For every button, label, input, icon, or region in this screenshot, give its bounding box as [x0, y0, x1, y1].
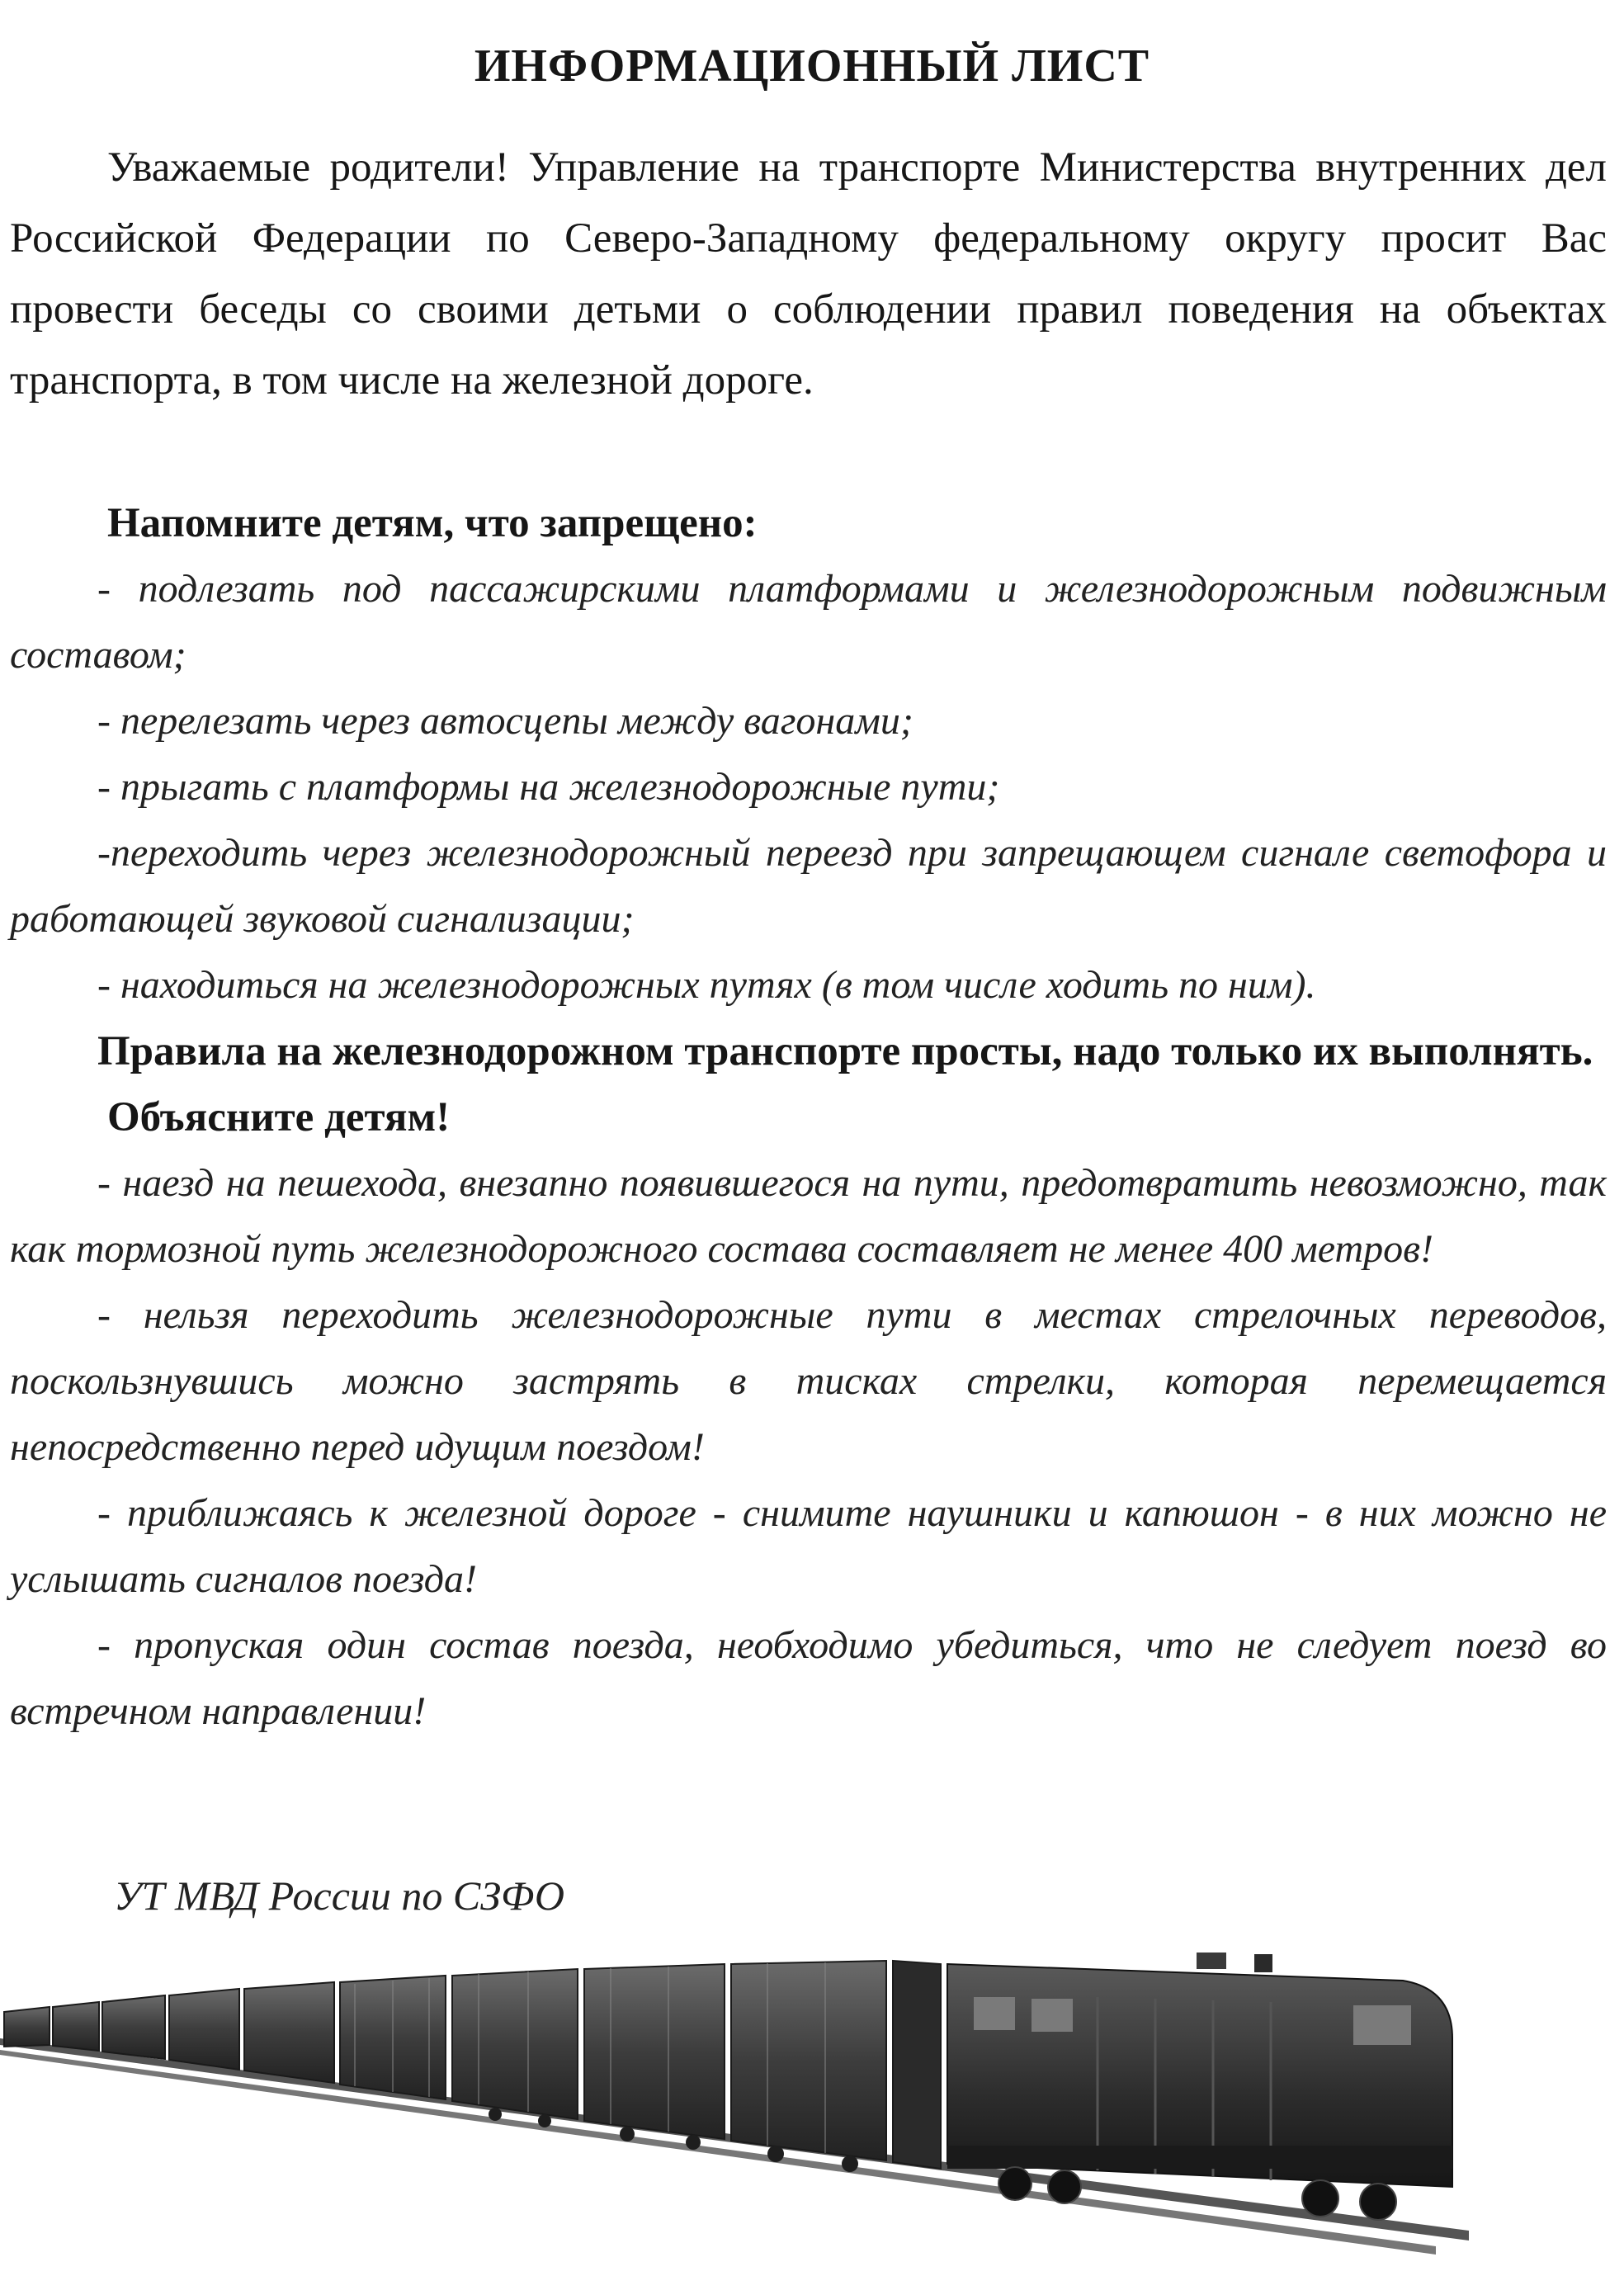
prohibited-item: -переходить через железнодорожный переезд при запрещающем сигнале светофора и работающей звуковой сигнализации;: [10, 831, 1607, 941]
explain-item: - наезд на пешехода, внезапно появившегося на пути, предотвратить невозможно, так как тормозной путь железнодорожного состава составляет не менее 400 метров!: [10, 1161, 1607, 1271]
explain-item: - приближаясь к железной дороге - снимите наушники и капюшон - в них можно не услышать сигналов поезда!: [10, 1491, 1607, 1601]
explain-item: - нельзя переходить железнодорожные пути в местах стрелочных переводов, поскользнувшись можно застрять в тисках стрелки, которая перемещается непосредственно перед идущим поездом!: [10, 1293, 1607, 1469]
freight-wagons: [4, 1961, 941, 2172]
prohibited-item: - перелезать через автосцепы между вагонами;: [97, 699, 914, 743]
intro-paragraph: Уважаемые родители! Управление на транспорте Министерства внутренних дел Российской Федерации по Северо-Западному федеральному округу просит Вас провести беседы со своими детьми о соблюдении правил поведения на объектах транспорта, в том числе на железной дороге.: [10, 144, 1607, 404]
spacer: [10, 416, 1607, 490]
prohibited-item: - подлезать под пассажирскими платформами и железнодорожным подвижным составом;: [10, 567, 1607, 677]
document-body: [10, 132, 1607, 1745]
page-title: ИНФОРМАЦИОННЫЙ ЛИСТ: [474, 40, 1150, 92]
explain-heading: Объясните детям!: [107, 1094, 451, 1140]
freight-train-illustration: [0, 1948, 1624, 2276]
locomotive: [947, 1953, 1452, 2220]
prohibited-item: - находиться на железнодорожных путях (в том числе ходить по ним).: [97, 963, 1316, 1007]
signature: УТ МВД России по СЗФО: [114, 1872, 564, 1919]
prohibited-heading: Напомните детям, что запрещено:: [107, 500, 758, 546]
explain-item: - пропуская один состав поезда, необходимо убедиться, что не следует поезд во встречном направлении!: [10, 1623, 1607, 1733]
rules-statement: Правила на железнодорожном транспорте просты, надо только их выполнять.: [97, 1028, 1593, 1074]
prohibited-item: - прыгать с платформы на железнодорожные пути;: [97, 765, 1000, 809]
